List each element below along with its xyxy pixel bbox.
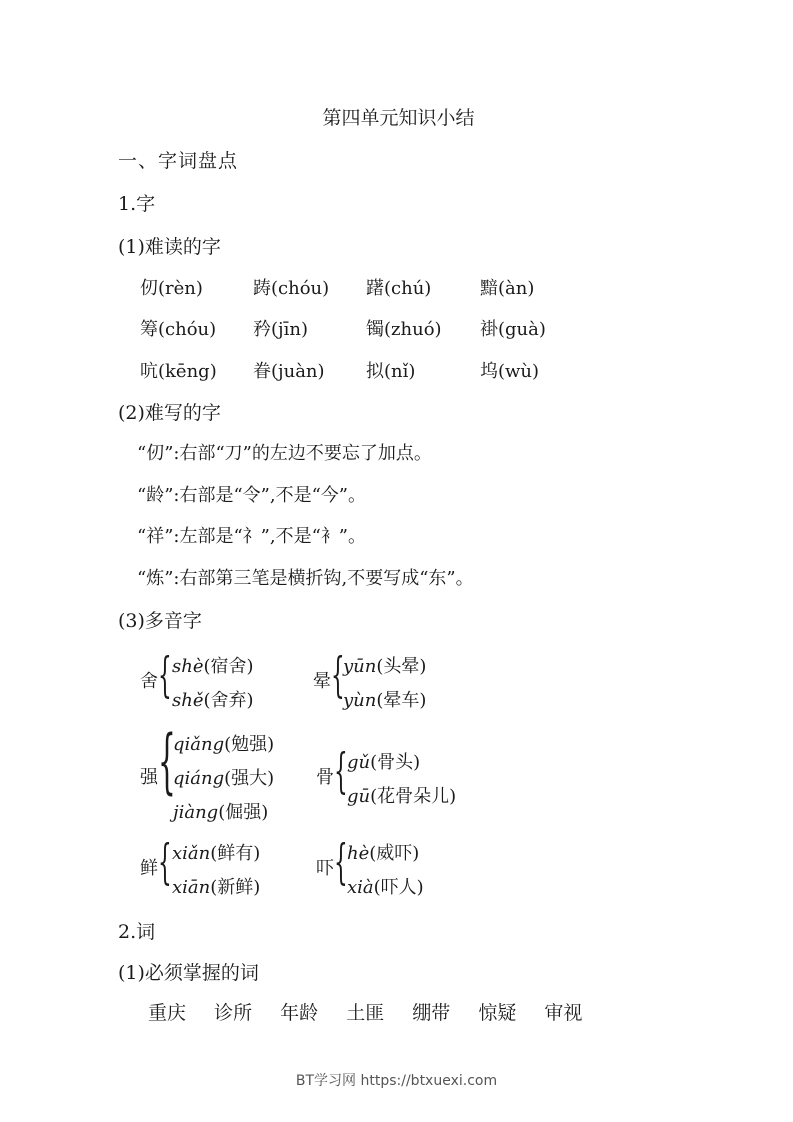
subheading-words: 2.词 — [118, 921, 156, 943]
brace-icon: { — [158, 647, 172, 703]
heading-hard-to-read: (1)难读的字 — [118, 236, 221, 258]
word-item: 重庆 — [148, 1002, 187, 1024]
brace-icon: { — [158, 720, 176, 802]
polyphone-reading: hè(威吓) — [347, 843, 420, 864]
hard-read-item: 拟(nǐ) — [366, 361, 416, 382]
footer-watermark: BT学习网 https://btxuexi.com — [295, 1073, 498, 1089]
section-heading-vocab: 一、字词盘点 — [118, 150, 239, 172]
polyphone-reading: xià(吓人) — [347, 877, 424, 898]
brace-icon: { — [331, 647, 345, 703]
polyphone-reading: yūn(头晕) — [343, 656, 427, 677]
hard-read-item: 坞(wù) — [480, 361, 540, 382]
word-item: 土匪 — [346, 1002, 385, 1024]
word-item: 年龄 — [280, 1002, 319, 1024]
polyphone-reading: gū(花骨朵儿) — [347, 786, 457, 807]
hard-read-item: 筹(chóu) — [140, 319, 217, 340]
polyphone-char: 骨 — [316, 767, 334, 788]
brace-icon: { — [334, 834, 348, 890]
word-item: 惊疑 — [478, 1002, 517, 1024]
hard-read-item: 黯(àn) — [480, 278, 535, 299]
heading-hard-to-write: (2)难写的字 — [118, 402, 221, 424]
brace-icon: { — [334, 743, 348, 799]
polyphone-char: 强 — [140, 767, 158, 788]
word-item: 诊所 — [214, 1002, 253, 1024]
polyphone-reading: shě(舍弃) — [172, 690, 254, 711]
hard-read-item: 踌(chóu) — [253, 278, 330, 299]
polyphone-reading: qiǎng(勉强) — [173, 734, 275, 755]
polyphone-char: 鲜 — [140, 858, 158, 879]
polyphone-char: 吓 — [316, 858, 334, 879]
hard-read-item: 吭(kēng) — [140, 361, 217, 382]
polyphone-reading: shè(宿舍) — [172, 656, 254, 677]
polyphone-reading: jiàng(倔强) — [173, 802, 269, 823]
hard-read-item: 眷(juàn) — [253, 361, 325, 382]
heading-polyphones: (3)多音字 — [118, 610, 202, 632]
write-note: “龄”:右部是“令”,不是“今”。 — [137, 485, 366, 506]
word-item: 绷带 — [412, 1002, 451, 1024]
hard-read-item: 躇(chú) — [366, 278, 432, 299]
page-title: 第四单元知识小结 — [322, 107, 475, 129]
subheading-characters: 1.字 — [118, 193, 156, 215]
write-note: “炼”:右部第三笔是横折钩,不要写成“东”。 — [137, 568, 474, 589]
polyphone-reading: gǔ(骨头) — [347, 752, 421, 773]
polyphone-reading: xiān(新鲜) — [172, 877, 261, 898]
polyphone-reading: qiáng(强大) — [173, 768, 275, 789]
hard-read-item: 褂(guà) — [480, 319, 546, 340]
brace-icon: { — [158, 834, 172, 890]
word-item: 审视 — [544, 1002, 583, 1024]
polyphone-char: 舍 — [140, 671, 158, 692]
write-note: “仞”:右部“刀”的左边不要忘了加点。 — [137, 443, 432, 464]
hard-read-item: 矜(jīn) — [253, 319, 308, 340]
polyphone-char: 晕 — [313, 671, 331, 692]
heading-must-master-words: (1)必须掌握的词 — [118, 962, 259, 984]
polyphone-reading: xiǎn(鲜有) — [172, 843, 261, 864]
word-list — [148, 998, 604, 1025]
hard-read-item: 仞(rèn) — [140, 278, 203, 299]
hard-read-item: 镯(zhuó) — [366, 319, 442, 340]
polyphone-reading: yùn(晕车) — [343, 690, 427, 711]
write-note: “祥”:左部是“礻”,不是“衤”。 — [137, 526, 366, 547]
